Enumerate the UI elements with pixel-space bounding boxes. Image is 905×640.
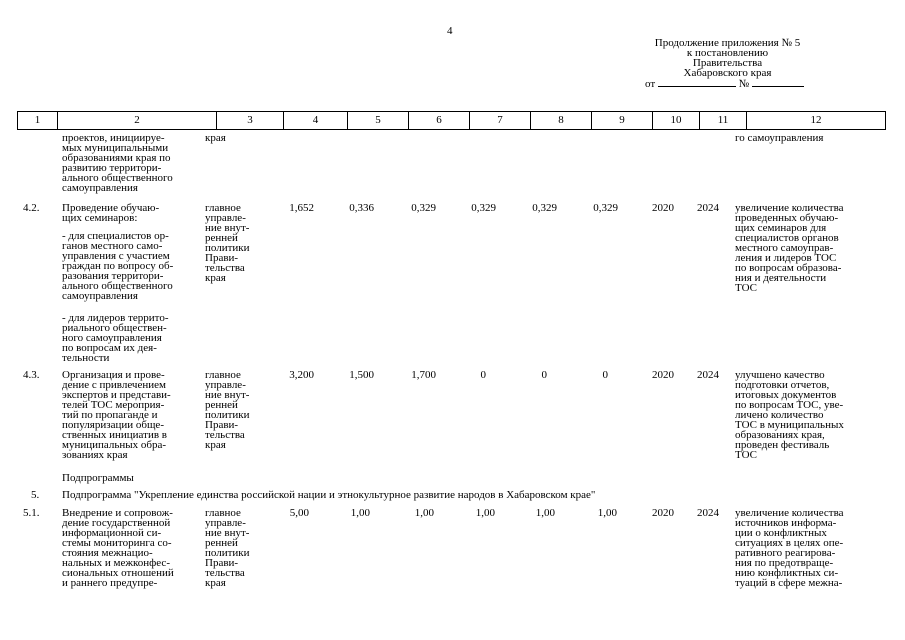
appendix-line-4: Хабаровского края: [683, 67, 772, 79]
appendix-date-line: [600, 78, 855, 89]
col-header-12: 12: [810, 114, 822, 126]
cont-text-col2: проектов, инициируе- мых муниципальными образованиями края по развитию территори- ального общественного самоуправления: [62, 132, 173, 194]
row-start-year: 2020: [652, 369, 674, 381]
row-value-y2: 0,329: [411, 202, 436, 214]
row-executor: главное управле- ние внут- ренней политики Прави- тельства края: [205, 369, 250, 451]
number-label: №: [738, 78, 750, 90]
row-value-y3: 1,00: [475, 507, 495, 519]
row-result: увеличение количества источников информа- ции о конфликтных ситуациях в целях опе- ративного реагирова- ния по предотвраще- нию конфликтных си- туаций в сфере межна-: [735, 507, 844, 589]
row-value-total: 3,200: [289, 369, 314, 381]
appendix-header: [600, 38, 855, 89]
col-header-4: 4: [284, 112, 348, 129]
cont-text-col12: го самоуправления: [735, 132, 824, 144]
row-value-y3: 0,329: [471, 202, 496, 214]
row-value-total: 1,652: [289, 202, 314, 214]
row-value-y1: 1,500: [349, 369, 374, 381]
row-value-y2: 1,00: [414, 507, 434, 519]
table-header: [17, 111, 886, 130]
page-number: 4: [447, 25, 453, 37]
col-header-3: 3: [217, 112, 284, 129]
row-value-total: 5,00: [289, 507, 309, 519]
subprograms-label: Подпрограммы: [62, 472, 134, 484]
row-value-y5: 1,00: [597, 507, 617, 519]
row-value-y5: 0,329: [593, 202, 618, 214]
row-activity-item: - для специалистов ор- ганов местного само- управления с участием граждан по вопросу об- разования территори- ального общественного самоуправления: [62, 230, 174, 302]
row-executor: главное управле- ние внут- ренней политики Прави- тельства края: [205, 202, 250, 284]
row-end-year: 2024: [697, 507, 719, 519]
row-value-y4: 0: [541, 369, 547, 381]
row-start-year: 2020: [652, 507, 674, 519]
row-activity: Проведение обучаю- щих семинаров:: [62, 202, 160, 224]
row-value-y4: 0,329: [532, 202, 557, 214]
row-value-y3: 0: [480, 369, 486, 381]
col-header-1: 1: [18, 112, 58, 129]
number-blank: [752, 78, 804, 87]
col-header-5: 5: [348, 112, 409, 129]
row-result: улучшено качество подготовки отчетов, итоговых документов по вопросам ТОС, уве- личено количество ТОС в муниципальных образованиях края, проведен фестиваль ТОС: [735, 369, 844, 461]
cont-text-col3: края: [205, 132, 226, 144]
row-number: 4.2.: [23, 202, 40, 214]
appendix-line-3: Правительства: [692, 57, 763, 69]
col-header-11: 11: [700, 112, 747, 129]
row-value-y1: 0,336: [349, 202, 374, 214]
row-result: увеличение количества проведенных обучаю- щих семинаров для специалистов органов местного самоуправ- ления и лидеров ТОС по вопросам образова- ния и деятельности ТОС: [735, 202, 844, 294]
col-header-9: 9: [592, 112, 653, 129]
col-header-7: 7: [470, 112, 531, 129]
row-value-y2: 1,700: [411, 369, 436, 381]
row-end-year: 2024: [697, 369, 719, 381]
row-activity: Организация и прове- дение с привлечением экспертов и представи- телей ТОС мероприя- тий по пропаганде и популяризации обще- ственных инициатив в муниципальных обра- зованиях края: [62, 369, 171, 461]
col-header-8: 8: [531, 112, 592, 129]
col-header-2: 2: [58, 112, 217, 129]
row-value-y5: 0: [602, 369, 608, 381]
appendix-line-2: к постановлению: [686, 47, 769, 59]
row-number: 4.3.: [23, 369, 40, 381]
section-number: 5.: [31, 489, 40, 501]
date-blank: [658, 78, 736, 87]
section-title: Подпрограмма "Укрепление единства российской нации и этнокультурное развитие народов в Хабаровском крае": [62, 489, 596, 501]
row-activity-item: - для лидеров террито- риального обществен- ного самоуправления по вопросам их дея- тельности: [62, 312, 169, 364]
col-header-10: 10: [653, 112, 700, 129]
from-label: от: [645, 78, 656, 90]
col-header-6: 6: [409, 112, 470, 129]
appendix-line-1: Продолжение приложения № 5: [654, 37, 801, 49]
row-start-year: 2020: [652, 202, 674, 214]
row-end-year: 2024: [697, 202, 719, 214]
row-value-y4: 1,00: [535, 507, 555, 519]
row-activity: Внедрение и сопровож- дение государственной информационной си- стемы мониторинга со- стояния межнацио- нальных и межконфес- сиональных отношений и раннего предупре-: [62, 507, 174, 589]
row-executor: главное управле- ние внут- ренней политики Прави- тельства края: [205, 507, 250, 589]
row-value-y1: 1,00: [350, 507, 370, 519]
row-number: 5.1.: [23, 507, 40, 519]
